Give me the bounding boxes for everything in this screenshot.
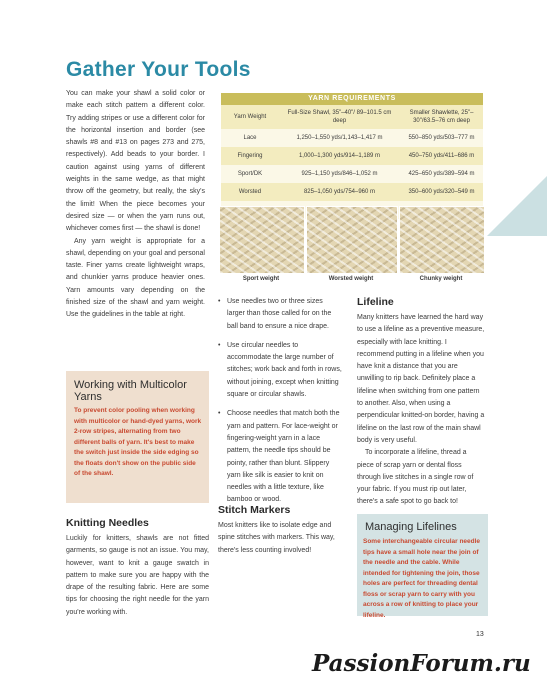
lifeline-paragraph-1: Many knitters have learned the hard way to use a lifeline as a preventive measure, especially with lace knitting. I recommend putting in a lifeline when you have knit a distance that you are unwilling to rip back. Definitely place a lifeline when switching from one pattern to another. Also, when using a perpendicular knitted-on border, having a lifeline on the last row of the main shawl body is very useful. bbox=[357, 314, 485, 444]
watermark: PassionForum.ru bbox=[312, 650, 531, 677]
multicolor-heading: Working with Multicolor Yarns bbox=[74, 379, 187, 403]
table-row bbox=[221, 165, 483, 183]
tip-text: Use circular needles to accommodate the large number of stitches; work back and forth in rows, without joining, except when knitting square or circular shawls. bbox=[227, 341, 342, 399]
worsted-weight-caption: Worsted weight bbox=[328, 276, 374, 282]
table-row bbox=[221, 129, 483, 147]
cell-weight: Lace bbox=[221, 129, 279, 147]
sport-weight-caption: Sport weight bbox=[242, 276, 280, 282]
stitch-markers-heading: Stitch Markers bbox=[218, 504, 291, 516]
cell-full: 925–1,150 yds/846–1,052 m bbox=[279, 165, 400, 183]
cell-small: 425–650 yds/389–594 m bbox=[400, 165, 483, 183]
lifeline-paragraph-2: To incorporate a lifeline, thread a piece of scrap yarn or dental floss through live stitches in a single row of your fabric. If you must rip out later, there's a safe spot to go back to! bbox=[357, 449, 474, 506]
multicolor-text: To prevent color pooling when working with multicolor or hand-dyed yarns, work 2-row stripes, alternating from two different balls of yarn. It's best to make the switch just inside the side edging so the floats don't show on the public side of the shawl. bbox=[74, 407, 202, 477]
chunky-weight-caption: Chunky weight bbox=[419, 276, 463, 282]
tip-text: Use needles two or three sizes larger than those called for on the ball band to ensure a nice drape. bbox=[227, 298, 332, 330]
cell-full: 825–1,050 yds/754–960 m bbox=[279, 183, 400, 201]
yarn-table-grid bbox=[221, 105, 483, 219]
managing-lifelines-heading: Managing Lifelines bbox=[365, 521, 457, 533]
chunky-weight-swatch-photo bbox=[399, 206, 485, 274]
tip-text: Choose needles that match both the yarn and pattern. For lace-weight or fingering-weight yarn in a lace pattern, the needle tips should be pointy, rather than blunt. Slippery yarn like silk is easier to knit on needles with a little texture, like bamboo or wood. bbox=[227, 410, 340, 504]
lifeline-heading: Lifeline bbox=[357, 296, 394, 308]
knitting-needles-text: Luckily for knitters, shawls are not fitted garments, so gauge is not an issue. You may, however, want to knit a gauge swatch in pattern to make sure you are happy with the drape of the resulting fabric. Here are some tips for choosing the right needle for the yarn you're working with. bbox=[66, 535, 209, 616]
header-shawlette: Smaller Shawlette, 25"–30"/63.5–76 cm deep bbox=[400, 105, 483, 129]
header-yarn-weight: Yarn Weight bbox=[221, 105, 279, 129]
intro-text bbox=[66, 88, 205, 322]
sport-weight-swatch-photo bbox=[219, 206, 305, 274]
intro-paragraph-2: Any yarn weight is appropriate for a shawl, depending on your goal and personal taste. Finer yarns create lightweight wraps, and chunkier yarns produce heavier ones. Yarn amounts vary depending on the finished size of the shawl and yarn weight. Use the guidelines in the table at right. bbox=[66, 237, 205, 319]
cell-small: 350–600 yds/320–549 m bbox=[400, 183, 483, 201]
cell-full: 1,250–1,550 yds/1,143–1,417 m bbox=[279, 129, 400, 147]
cell-weight: Sport/DK bbox=[221, 165, 279, 183]
intro-paragraph-1: You can make your shawl a solid color or make each stitch pattern a different color. Try adding stripes or use a different color for the horizontal insertion and border (see shawls #8 and #13 on pages 273 and 275, respectively). Add beads to your border. I caution against using yarns of different weights in the same wedge, as that might throw off the geometry, but really, the sky's the limit! When the piece becomes your desired size — or when the yarn runs out, whichever comes first — the shawl is done! bbox=[66, 90, 205, 233]
list-item bbox=[218, 408, 342, 506]
bullet-icon: • bbox=[218, 410, 221, 418]
page-title: Gather Your Tools bbox=[66, 58, 251, 81]
table-title: YARN REQUIREMENTS bbox=[221, 93, 483, 105]
multicolor-yarns-box bbox=[66, 371, 209, 503]
managing-lifelines-text: Some interchangeable circular needle tips have a small hole near the join of the needle and the cable. While intended for tightening the join, those holes are perfect for threading dental floss or scrap yarn to carry with you across a row of knitting to place your lifeline. bbox=[363, 538, 481, 619]
lifeline-text bbox=[357, 312, 485, 509]
stitch-markers-text: Most knitters like to isolate edge and spine stitches with markers. This way, there's less counting involved! bbox=[218, 522, 335, 554]
table-header-row bbox=[221, 105, 483, 129]
table-row bbox=[221, 147, 483, 165]
cell-weight: Worsted bbox=[221, 183, 279, 201]
bullet-icon: • bbox=[218, 341, 221, 349]
cell-full: 1,000–1,300 yds/914–1,189 m bbox=[279, 147, 400, 165]
knitting-needles-heading: Knitting Needles bbox=[66, 517, 149, 529]
page-number: 13 bbox=[476, 631, 484, 638]
cell-small: 550–850 yds/503–777 m bbox=[400, 129, 483, 147]
header-full-size: Full-Size Shawl, 35"–40"/ 89–101.5 cm deep bbox=[279, 105, 400, 129]
yarn-requirements-table bbox=[221, 93, 483, 219]
list-item bbox=[218, 340, 342, 401]
managing-lifelines-box bbox=[357, 514, 488, 619]
cell-weight: Fingering bbox=[221, 147, 279, 165]
bullet-icon: • bbox=[218, 298, 221, 305]
list-item bbox=[218, 296, 342, 333]
table-row bbox=[221, 183, 483, 201]
cell-small: 450–750 yds/411–686 m bbox=[400, 147, 483, 165]
worsted-weight-swatch-photo bbox=[306, 206, 398, 274]
needle-tips bbox=[218, 296, 342, 514]
